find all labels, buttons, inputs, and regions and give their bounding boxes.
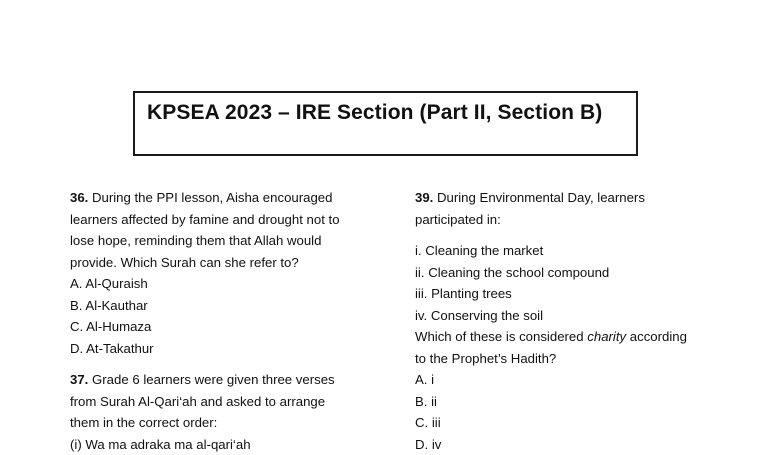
question-36-option-c: C. Al-Humaza bbox=[70, 316, 390, 338]
question-37 bbox=[70, 369, 390, 455]
question-36-option-d: D. At-Takathur bbox=[70, 338, 390, 360]
question-37-stem-3: them in the correct order: bbox=[70, 412, 390, 434]
question-39-stem-1: During Environmental Day, learners bbox=[433, 190, 645, 205]
right-column bbox=[415, 187, 735, 455]
page-title: KPSEA 2023 – IRE Section (Part II, Section B) bbox=[147, 101, 602, 125]
question-39-prompt-emphasis: charity bbox=[587, 329, 626, 344]
question-39-number: 39. bbox=[415, 190, 433, 205]
left-column bbox=[70, 187, 390, 455]
question-36-stem-2: learners affected by famine and drought not to bbox=[70, 209, 390, 231]
question-36-option-b: B. Al-Kauthar bbox=[70, 295, 390, 317]
question-39-prompt-1 bbox=[415, 326, 735, 348]
question-36-option-a: A. Al-Quraish bbox=[70, 273, 390, 295]
question-36-line-1 bbox=[70, 187, 390, 209]
title-box bbox=[133, 91, 638, 156]
question-39-option-d: D. iv bbox=[415, 434, 735, 455]
question-39-item-4: iv. Conserving the soil bbox=[415, 305, 735, 327]
question-36-stem-1: During the PPI lesson, Aisha encouraged bbox=[88, 190, 332, 205]
question-39 bbox=[415, 187, 735, 455]
question-39-option-a: A. i bbox=[415, 369, 735, 391]
question-36 bbox=[70, 187, 390, 359]
question-39-item-1: i. Cleaning the market bbox=[415, 240, 735, 262]
question-36-number: 36. bbox=[70, 190, 88, 205]
question-37-stem-4: (i) Wa ma adraka ma al-qari‘ah bbox=[70, 434, 390, 455]
question-39-line-1 bbox=[415, 187, 735, 209]
question-39-prompt-post: according bbox=[626, 329, 687, 344]
question-39-item-2: ii. Cleaning the school compound bbox=[415, 262, 735, 284]
question-37-line-1 bbox=[70, 369, 390, 391]
question-37-stem-2: from Surah Al-Qari‘ah and asked to arrange bbox=[70, 391, 390, 413]
spacer bbox=[415, 230, 735, 240]
question-36-stem-3: lose hope, reminding them that Allah would bbox=[70, 230, 390, 252]
spacer bbox=[70, 359, 390, 369]
question-39-option-c: C. iii bbox=[415, 412, 735, 434]
question-36-stem-4: provide. Which Surah can she refer to? bbox=[70, 252, 390, 274]
question-39-stem-2: participated in: bbox=[415, 209, 735, 231]
question-37-stem-1: Grade 6 learners were given three verses bbox=[88, 372, 334, 387]
question-39-prompt-2: to the Prophet’s Hadith? bbox=[415, 348, 735, 370]
question-39-prompt-pre: Which of these is considered bbox=[415, 329, 587, 344]
question-37-number: 37. bbox=[70, 372, 88, 387]
question-39-item-3: iii. Planting trees bbox=[415, 283, 735, 305]
question-39-option-b: B. ii bbox=[415, 391, 735, 413]
